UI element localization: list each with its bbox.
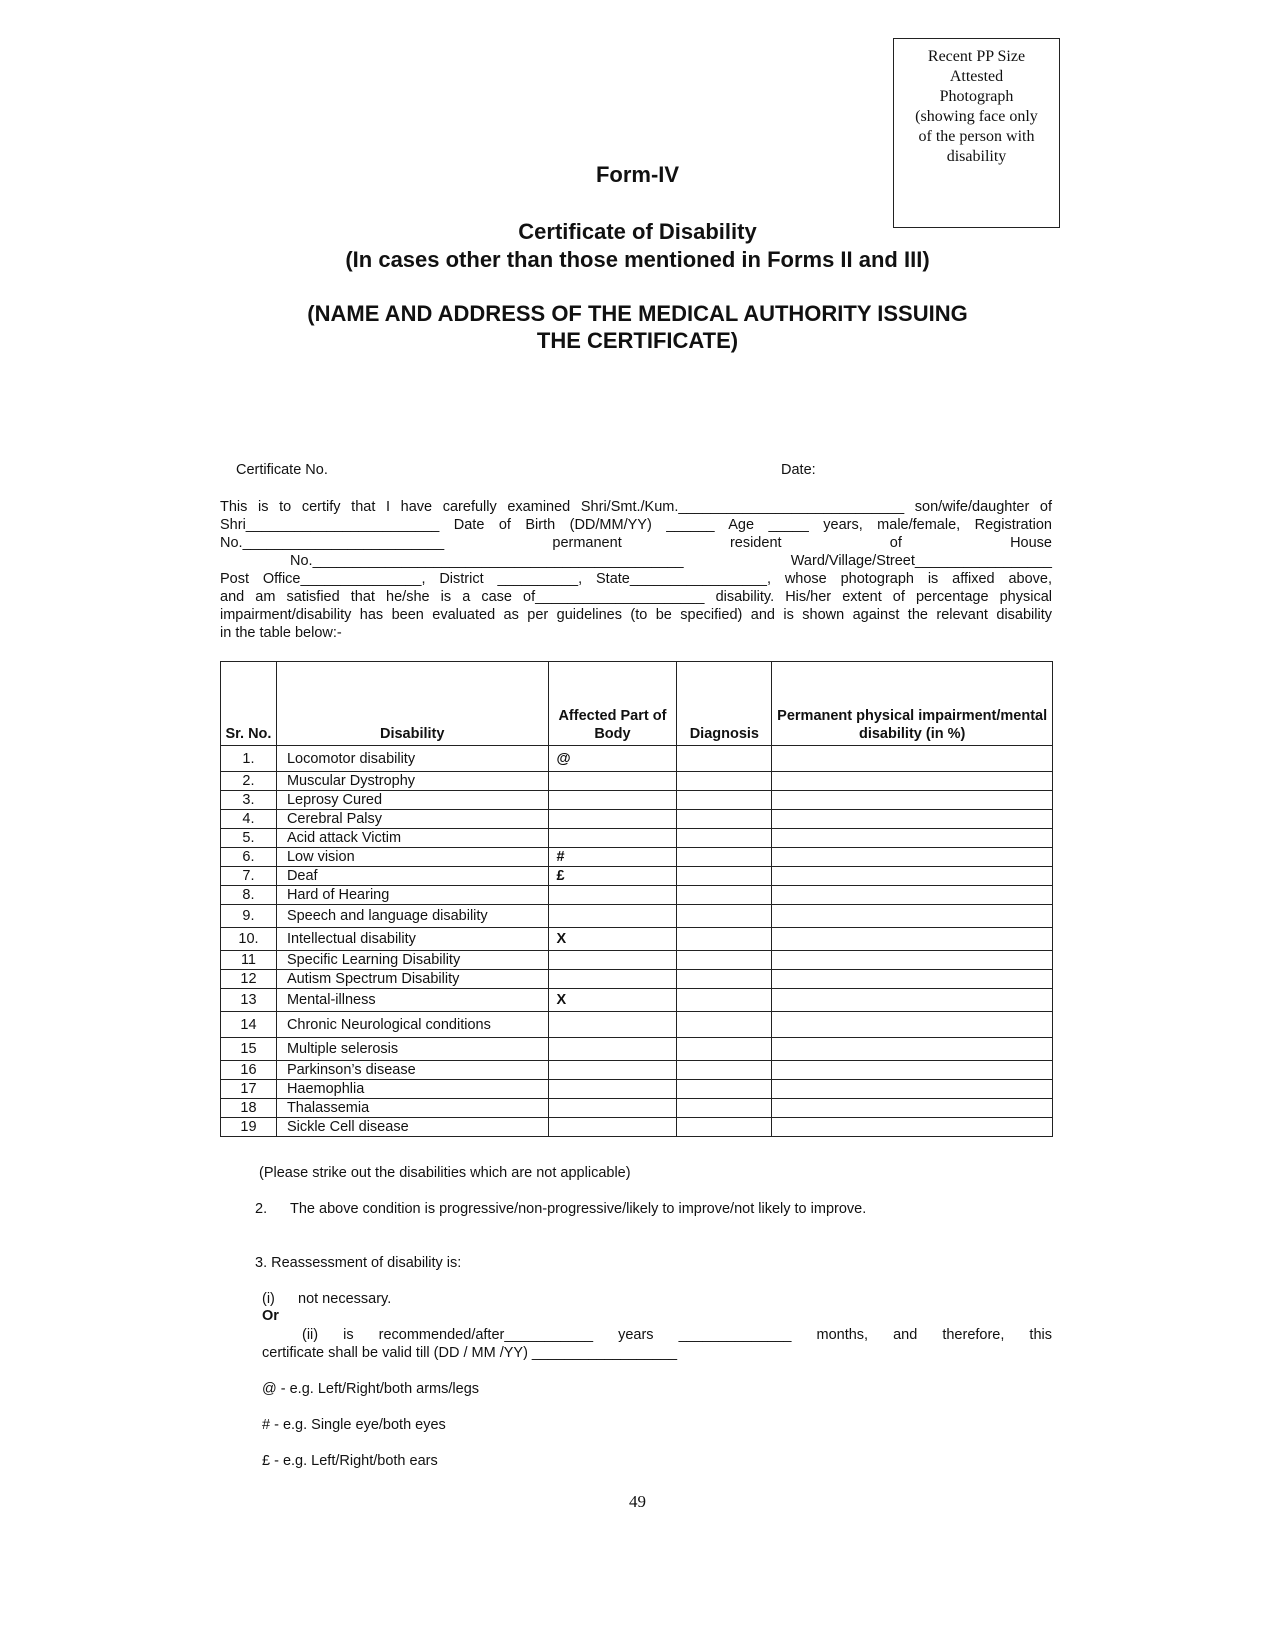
table-row	[221, 1080, 1053, 1099]
impairment-cell[interactable]	[772, 1061, 1053, 1080]
authority-line-2: THE CERTIFICATE)	[536, 328, 739, 353]
page-number: 49	[629, 1492, 646, 1511]
footnote-hash: # - e.g. Single eye/both eyes	[262, 1417, 446, 1433]
issuing-authority-heading	[0, 300, 1275, 354]
header-sr-no: Sr. No.	[221, 662, 277, 746]
diagnosis-cell[interactable]	[677, 1118, 772, 1137]
impairment-cell[interactable]	[772, 746, 1053, 772]
sr-no-cell: 15	[221, 1038, 277, 1061]
disability-name-cell: Multiple selerosis	[276, 1038, 548, 1061]
item-3-heading: 3. Reassessment of disability is:	[255, 1255, 462, 1271]
option-2-line-1: (ii) is recommended/after___________ years ______________ months, and therefore, this	[302, 1327, 1052, 1343]
or-label: Or	[262, 1308, 279, 1324]
affected-part-cell	[548, 791, 677, 810]
impairment-cell[interactable]	[772, 867, 1053, 886]
strike-out-note: (Please strike out the disabilities which are not applicable)	[259, 1165, 631, 1181]
table-row	[221, 867, 1053, 886]
table-row	[221, 1118, 1053, 1137]
affected-part-cell	[548, 829, 677, 848]
option-2-line-2: certificate shall be valid till (DD / MM /YY) __________________	[262, 1345, 678, 1361]
disability-name-cell: Acid attack Victim	[276, 829, 548, 848]
affected-part-cell: X	[548, 928, 677, 951]
sr-no-cell: 5.	[221, 829, 277, 848]
disability-name-cell: Low vision	[276, 848, 548, 867]
affected-part-cell	[548, 810, 677, 829]
paragraph-line: Post Office_______________, District __________, State_________________, whose photograph is affixed above,	[220, 571, 1052, 587]
sr-no-cell: 18	[221, 1099, 277, 1118]
impairment-cell[interactable]	[772, 848, 1053, 867]
disability-name-cell: Sickle Cell disease	[276, 1118, 548, 1137]
impairment-cell[interactable]	[772, 810, 1053, 829]
disability-name-cell: Speech and language disability	[276, 905, 548, 928]
disability-name-cell: Intellectual disability	[276, 928, 548, 951]
impairment-cell[interactable]	[772, 791, 1053, 810]
affected-part-cell	[548, 1012, 677, 1038]
paragraph-line: impairment/disability has been evaluated as per guidelines (to be specified) and is shown against the relevant disability	[220, 607, 1052, 623]
paragraph-line: No._________________________ permanent resident of House	[220, 535, 1052, 551]
impairment-cell[interactable]	[772, 1012, 1053, 1038]
sr-no-cell: 9.	[221, 905, 277, 928]
table-row	[221, 886, 1053, 905]
table-row	[221, 928, 1053, 951]
item-2-text: The above condition is progressive/non-progressive/likely to improve/not likely to improve.	[290, 1201, 867, 1217]
table-row	[221, 1012, 1053, 1038]
disability-table	[220, 661, 1053, 1137]
impairment-cell[interactable]	[772, 951, 1053, 970]
table-row	[221, 810, 1053, 829]
photo-box-line: of the person with	[918, 128, 1035, 145]
diagnosis-cell[interactable]	[677, 905, 772, 928]
diagnosis-cell[interactable]	[677, 928, 772, 951]
header-impairment: Permanent physical impairment/mental disability (in %)	[772, 662, 1053, 746]
disability-name-cell: Autism Spectrum Disability	[276, 970, 548, 989]
disability-name-cell: Haemophlia	[276, 1080, 548, 1099]
photo-box-line: disability	[946, 148, 1007, 165]
diagnosis-cell[interactable]	[677, 848, 772, 867]
disability-name-cell: Parkinson’s disease	[276, 1061, 548, 1080]
impairment-cell[interactable]	[772, 989, 1053, 1012]
table-header-row	[221, 662, 1053, 746]
table-row	[221, 951, 1053, 970]
diagnosis-cell[interactable]	[677, 970, 772, 989]
authority-line-1: (NAME AND ADDRESS OF THE MEDICAL AUTHORITY ISSUING	[307, 301, 968, 326]
photo-box-line: Attested	[949, 68, 1004, 85]
impairment-cell[interactable]	[772, 1038, 1053, 1061]
paragraph-line: in the table below:-	[220, 625, 342, 641]
impairment-cell[interactable]	[772, 970, 1053, 989]
paragraph-line: Shri________________________ Date of Birth (DD/MM/YY) ______ Age _____ years, male/female, Registration	[220, 517, 1052, 533]
impairment-cell[interactable]	[772, 928, 1053, 951]
sr-no-cell: 3.	[221, 791, 277, 810]
certificate-no-label: Certificate No.	[236, 462, 328, 478]
item-2-number: 2.	[255, 1201, 268, 1217]
table-row	[221, 1099, 1053, 1118]
photo-box-line: Photograph	[939, 88, 1014, 105]
affected-part-cell	[548, 1038, 677, 1061]
sr-no-cell: 8.	[221, 886, 277, 905]
header-diagnosis: Diagnosis	[677, 662, 772, 746]
sr-no-cell: 17	[221, 1080, 277, 1099]
diagnosis-cell[interactable]	[677, 1080, 772, 1099]
certification-paragraph	[220, 498, 1052, 642]
sr-no-cell: 6.	[221, 848, 277, 867]
disability-name-cell: Thalassemia	[276, 1099, 548, 1118]
affected-part-cell: £	[548, 867, 677, 886]
impairment-cell[interactable]	[772, 772, 1053, 791]
affected-part-cell: #	[548, 848, 677, 867]
table-row	[221, 1038, 1053, 1061]
impairment-cell[interactable]	[772, 905, 1053, 928]
certificate-title	[0, 218, 1275, 274]
sr-no-cell: 4.	[221, 810, 277, 829]
affected-part-cell: X	[548, 989, 677, 1012]
diagnosis-cell[interactable]	[677, 791, 772, 810]
header-affected-part: Affected Part of Body	[548, 662, 677, 746]
disability-name-cell: Cerebral Palsy	[276, 810, 548, 829]
sr-no-cell: 1.	[221, 746, 277, 772]
sr-no-cell: 11	[221, 951, 277, 970]
subtitle-line: (In cases other than those mentioned in Forms II and III)	[345, 247, 930, 272]
sr-no-cell: 12	[221, 970, 277, 989]
footnote-pound: £ - e.g. Left/Right/both ears	[262, 1453, 438, 1469]
photo-box-line: Recent PP Size	[927, 48, 1026, 65]
diagnosis-cell[interactable]	[677, 772, 772, 791]
table-row	[221, 848, 1053, 867]
title-line: Certificate of Disability	[518, 219, 757, 244]
paragraph-line: No.______________________________________________ Ward/Village/Street_________________	[290, 553, 1052, 569]
sr-no-cell: 14	[221, 1012, 277, 1038]
affected-part-cell	[548, 905, 677, 928]
diagnosis-cell[interactable]	[677, 867, 772, 886]
diagnosis-cell[interactable]	[677, 746, 772, 772]
table-row	[221, 989, 1053, 1012]
impairment-cell[interactable]	[772, 829, 1053, 848]
diagnosis-cell[interactable]	[677, 1012, 772, 1038]
sr-no-cell: 7.	[221, 867, 277, 886]
disability-name-cell: Deaf	[276, 867, 548, 886]
affected-part-cell	[548, 1118, 677, 1137]
diagnosis-cell[interactable]	[677, 1061, 772, 1080]
header-disability: Disability	[276, 662, 548, 746]
photograph-box	[893, 38, 1060, 228]
diagnosis-cell[interactable]	[677, 989, 772, 1012]
option-1-text: not necessary.	[298, 1291, 392, 1307]
affected-part-cell	[548, 1061, 677, 1080]
diagnosis-cell[interactable]	[677, 829, 772, 848]
impairment-cell[interactable]	[772, 1080, 1053, 1099]
sr-no-cell: 19	[221, 1118, 277, 1137]
impairment-cell[interactable]	[772, 1118, 1053, 1137]
affected-part-cell	[548, 886, 677, 905]
diagnosis-cell[interactable]	[677, 886, 772, 905]
affected-part-cell	[548, 951, 677, 970]
affected-part-cell	[548, 1099, 677, 1118]
affected-part-cell	[548, 1080, 677, 1099]
sr-no-cell: 13	[221, 989, 277, 1012]
impairment-cell[interactable]	[772, 886, 1053, 905]
table-row	[221, 970, 1053, 989]
table-row	[221, 746, 1053, 772]
affected-part-cell: @	[548, 746, 677, 772]
table-row	[221, 829, 1053, 848]
table-row	[221, 791, 1053, 810]
sr-no-cell: 2.	[221, 772, 277, 791]
disability-name-cell: Mental-illness	[276, 989, 548, 1012]
table-row	[221, 1061, 1053, 1080]
diagnosis-cell[interactable]	[677, 1038, 772, 1061]
option-1-number: (i)	[262, 1291, 275, 1307]
diagnosis-cell[interactable]	[677, 951, 772, 970]
form-number: Form-IV	[595, 162, 680, 187]
sr-no-cell: 10.	[221, 928, 277, 951]
diagnosis-cell[interactable]	[677, 1099, 772, 1118]
sr-no-cell: 16	[221, 1061, 277, 1080]
disability-name-cell: Muscular Dystrophy	[276, 772, 548, 791]
disability-name-cell: Locomotor disability	[276, 746, 548, 772]
date-label: Date:	[781, 462, 816, 478]
paragraph-line: and am satisfied that he/she is a case of_____________________ disability. His/her extent of percentage physical	[220, 589, 1052, 605]
disability-name-cell: Hard of Hearing	[276, 886, 548, 905]
photo-box-line: (showing face only	[915, 108, 1038, 125]
disability-name-cell: Specific Learning Disability	[276, 951, 548, 970]
table-row	[221, 772, 1053, 791]
impairment-cell[interactable]	[772, 1099, 1053, 1118]
paragraph-line: This is to certify that I have carefully examined Shri/Smt./Kum.____________________________ son/wife/daughter of	[220, 499, 1052, 515]
table-row	[221, 905, 1053, 928]
diagnosis-cell[interactable]	[677, 810, 772, 829]
affected-part-cell	[548, 772, 677, 791]
affected-part-cell	[548, 970, 677, 989]
footnote-at: @ - e.g. Left/Right/both arms/legs	[262, 1381, 480, 1397]
disability-name-cell: Leprosy Cured	[276, 791, 548, 810]
disability-name-cell: Chronic Neurological conditions	[276, 1012, 548, 1038]
